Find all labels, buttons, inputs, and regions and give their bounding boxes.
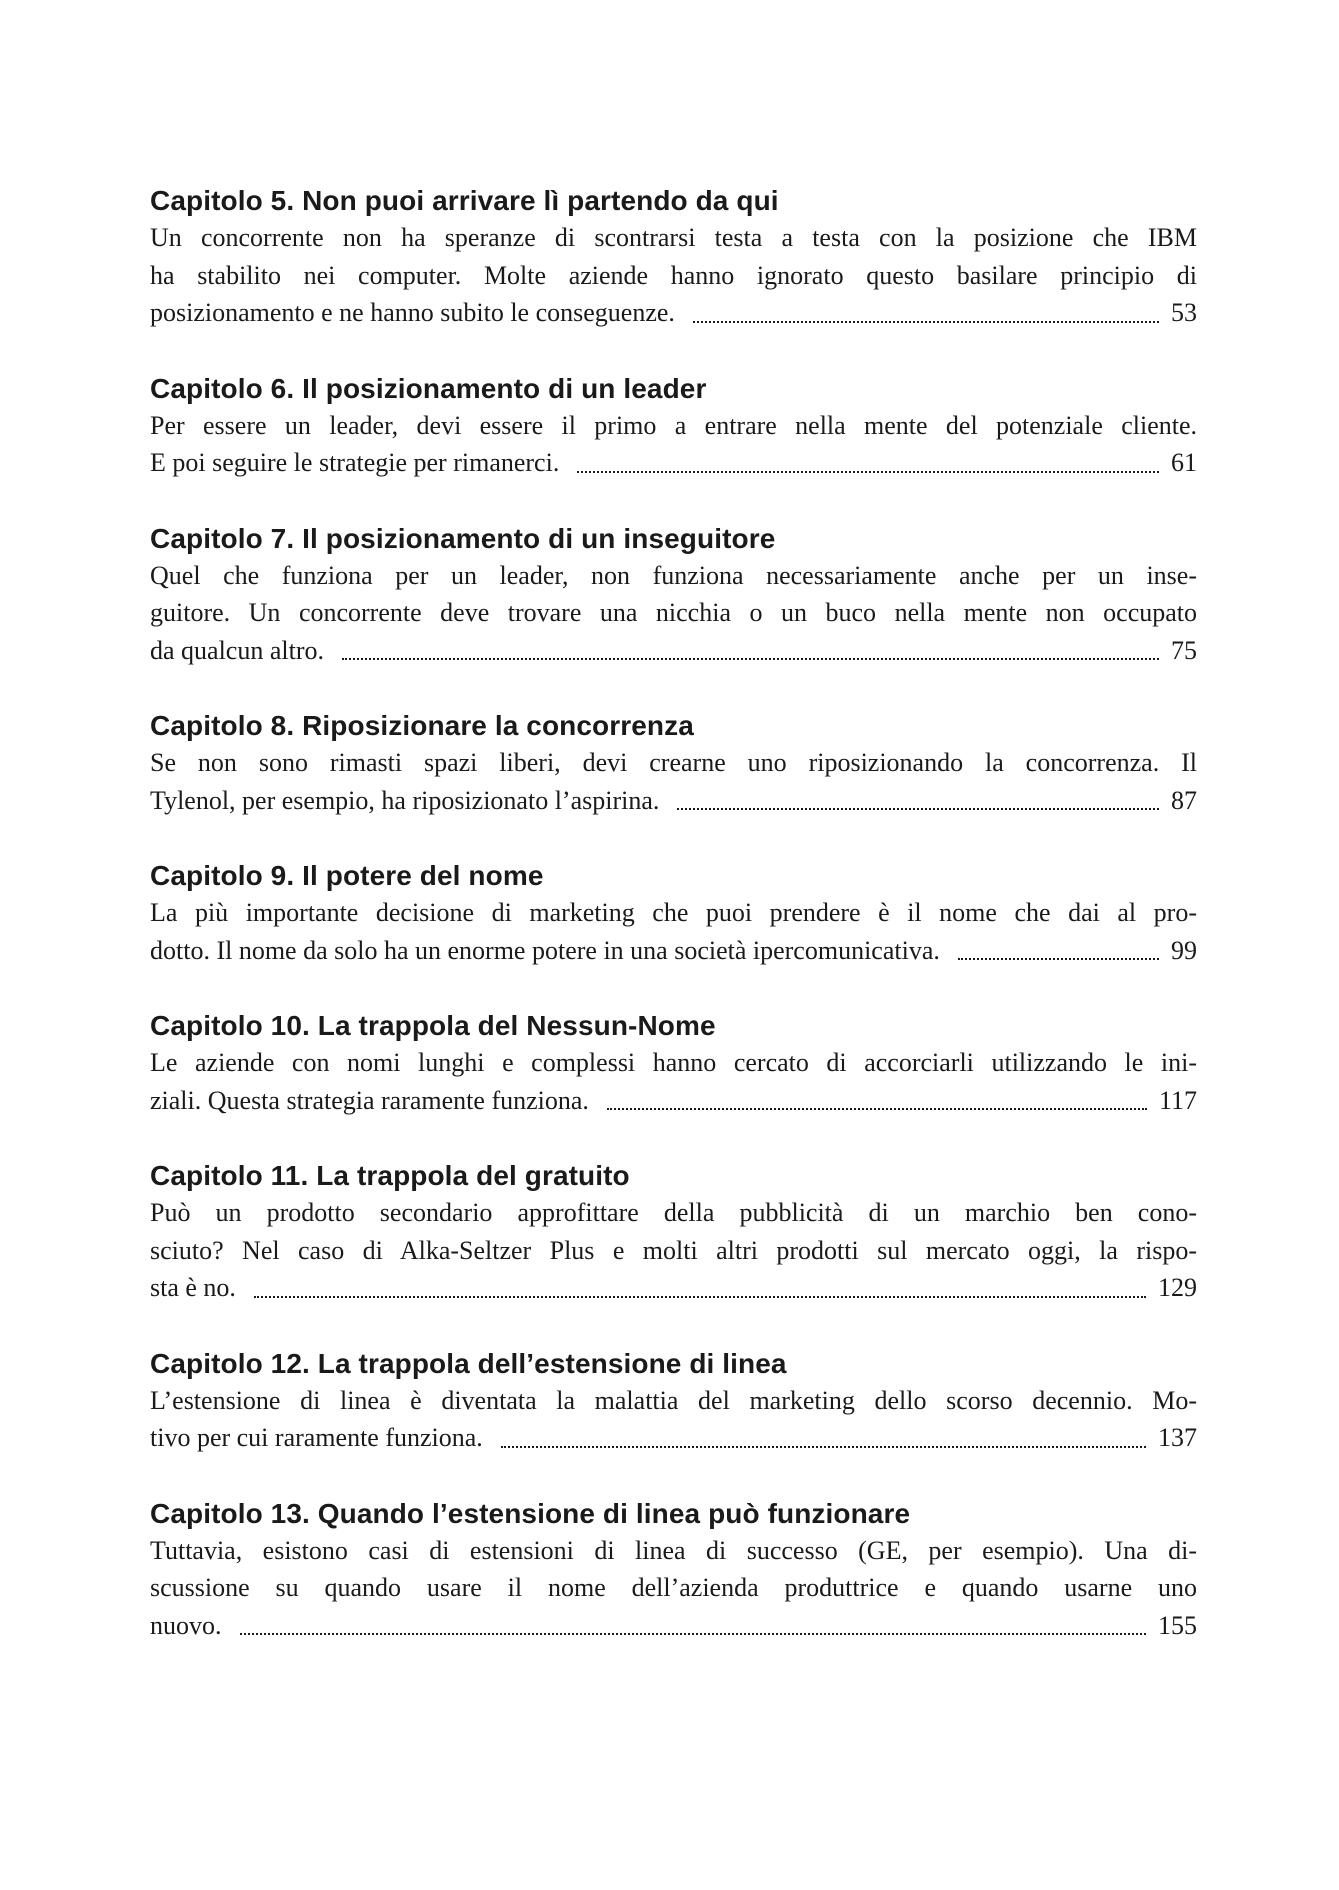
- page-number: 155: [1158, 1610, 1197, 1640]
- description-last-line: [150, 932, 1197, 970]
- chapter-title: Capitolo 10. La trappola del Nessun-Nome: [150, 1010, 716, 1041]
- description-last-line: [150, 1419, 1197, 1457]
- description-line: guitore. Un concorrente deve trovare una nicchia o un buco nella mente non occupato: [150, 598, 1197, 627]
- dot-leader: [254, 1295, 1146, 1298]
- chapter-title: Capitolo 6. Il posizionamento di un leader: [150, 372, 707, 404]
- dot-leader: [577, 470, 1159, 473]
- chapter-description: [150, 219, 1197, 332]
- chapter-title: Capitolo 12. La trappola dell’estensione di linea: [150, 1347, 787, 1379]
- description-line: da qualcun altro.: [150, 635, 324, 665]
- description-line: Tuttavia, esistono casi di estensioni di linea di successo (GE, per esempio). Una di-: [150, 1535, 1197, 1565]
- description-last-line: [150, 444, 1197, 482]
- dot-leader: [958, 957, 1159, 960]
- description-last-line: [150, 632, 1197, 670]
- description-line: Le aziende con nomi lunghi e complessi hanno cercato di accorciarli utilizzando le ini-: [150, 1048, 1197, 1077]
- chapter-description: [150, 894, 1197, 969]
- page-number: 53: [1171, 298, 1197, 327]
- chapter-description: [150, 744, 1197, 819]
- chapter-description: [150, 1532, 1197, 1645]
- description-line: Se non sono rimasti spazi liberi, devi crearne uno riposizionando la concorrenza. Il: [150, 748, 1197, 777]
- toc-entry: [150, 371, 1197, 482]
- page-number: 87: [1171, 785, 1197, 815]
- description-line: Può un prodotto secondario approfittare della pubblicità di un marchio ben cono-: [150, 1198, 1197, 1227]
- chapter-description: [150, 1044, 1197, 1119]
- description-last-line: [150, 1082, 1197, 1120]
- description-line: ziali. Questa strategia raramente funziona.: [150, 1085, 589, 1115]
- description-line: L’estensione di linea è diventata la malattia del marketing dello scorso decennio. Mo-: [150, 1385, 1197, 1415]
- description-last-line: [150, 782, 1197, 820]
- dot-leader: [677, 807, 1159, 810]
- chapter-description: [150, 1194, 1197, 1307]
- chapter-description: [150, 557, 1197, 670]
- chapter-title: Capitolo 11. La trappola del gratuito: [150, 1160, 630, 1191]
- description-line: posizionamento e ne hanno subito le conseguenze.: [150, 298, 675, 327]
- description-line: E poi seguire le strategie per rimanerci.: [150, 448, 560, 477]
- description-line: Un concorrente non ha speranze di scontrarsi testa a testa con la posizione che IBM: [150, 223, 1197, 252]
- toc-entry: [150, 1346, 1197, 1457]
- toc-entry: [150, 183, 1197, 332]
- description-line: sta è no.: [150, 1273, 236, 1302]
- description-line: sciuto? Nel caso di Alka-Seltzer Plus e molti altri prodotti sul mercato oggi, la rispo-: [150, 1235, 1197, 1265]
- description-line: Per essere un leader, devi essere il primo a entrare nella mente del potenziale cliente.: [150, 410, 1197, 440]
- description-line: nuovo.: [150, 1610, 222, 1640]
- chapter-title: Capitolo 5. Non puoi arrivare lì partendo da qui: [150, 185, 779, 216]
- toc-entry: [150, 858, 1197, 969]
- description-last-line: [150, 294, 1197, 332]
- chapter-title: Capitolo 13. Quando l’estensione di linea può funzionare: [150, 1497, 911, 1529]
- page-number: 117: [1158, 1085, 1197, 1115]
- description-last-line: [150, 1607, 1197, 1645]
- chapter-title: Capitolo 9. Il potere del nome: [150, 860, 544, 891]
- page-number: 75: [1171, 635, 1197, 665]
- description-line: Tylenol, per esempio, ha riposizionato l’aspirina.: [150, 785, 660, 815]
- description-line: dotto. Il nome da solo ha un enorme potere in una società ipercomunicativa.: [150, 935, 940, 965]
- chapter-description: [150, 407, 1197, 482]
- chapter-description: [150, 1382, 1197, 1457]
- chapter-title: Capitolo 7. Il posizionamento di un inseguitore: [150, 522, 776, 554]
- description-line: ha stabilito nei computer. Molte aziende hanno ignorato questo basilare principio di: [150, 260, 1197, 290]
- dot-leader: [607, 1107, 1147, 1110]
- toc-entry: [150, 708, 1197, 819]
- dot-leader: [501, 1445, 1146, 1448]
- toc-entry: [150, 1158, 1197, 1307]
- toc-entry: [150, 1008, 1197, 1119]
- toc-entry: [150, 521, 1197, 670]
- description-line: tivo per cui raramente funziona.: [150, 1423, 483, 1452]
- toc-entry: [150, 1496, 1197, 1645]
- description-line: scussione su quando usare il nome dell’azienda produttrice e quando usarne uno: [150, 1573, 1197, 1602]
- description-line: La più importante decisione di marketing che puoi prendere è il nome che dai al pro-: [150, 898, 1197, 927]
- description-last-line: [150, 1269, 1197, 1307]
- description-line: Quel che funziona per un leader, non funziona necessariamente anche per un inse-: [150, 560, 1197, 590]
- page-number: 137: [1158, 1423, 1197, 1452]
- dot-leader: [693, 320, 1159, 323]
- page-number: 99: [1171, 935, 1197, 965]
- page-number: 129: [1158, 1273, 1197, 1302]
- page-number: 61: [1171, 448, 1197, 477]
- dot-leader: [240, 1632, 1147, 1635]
- chapter-title: Capitolo 8. Riposizionare la concorrenza: [150, 710, 694, 741]
- dot-leader: [342, 657, 1159, 660]
- table-of-contents: [150, 183, 1197, 1683]
